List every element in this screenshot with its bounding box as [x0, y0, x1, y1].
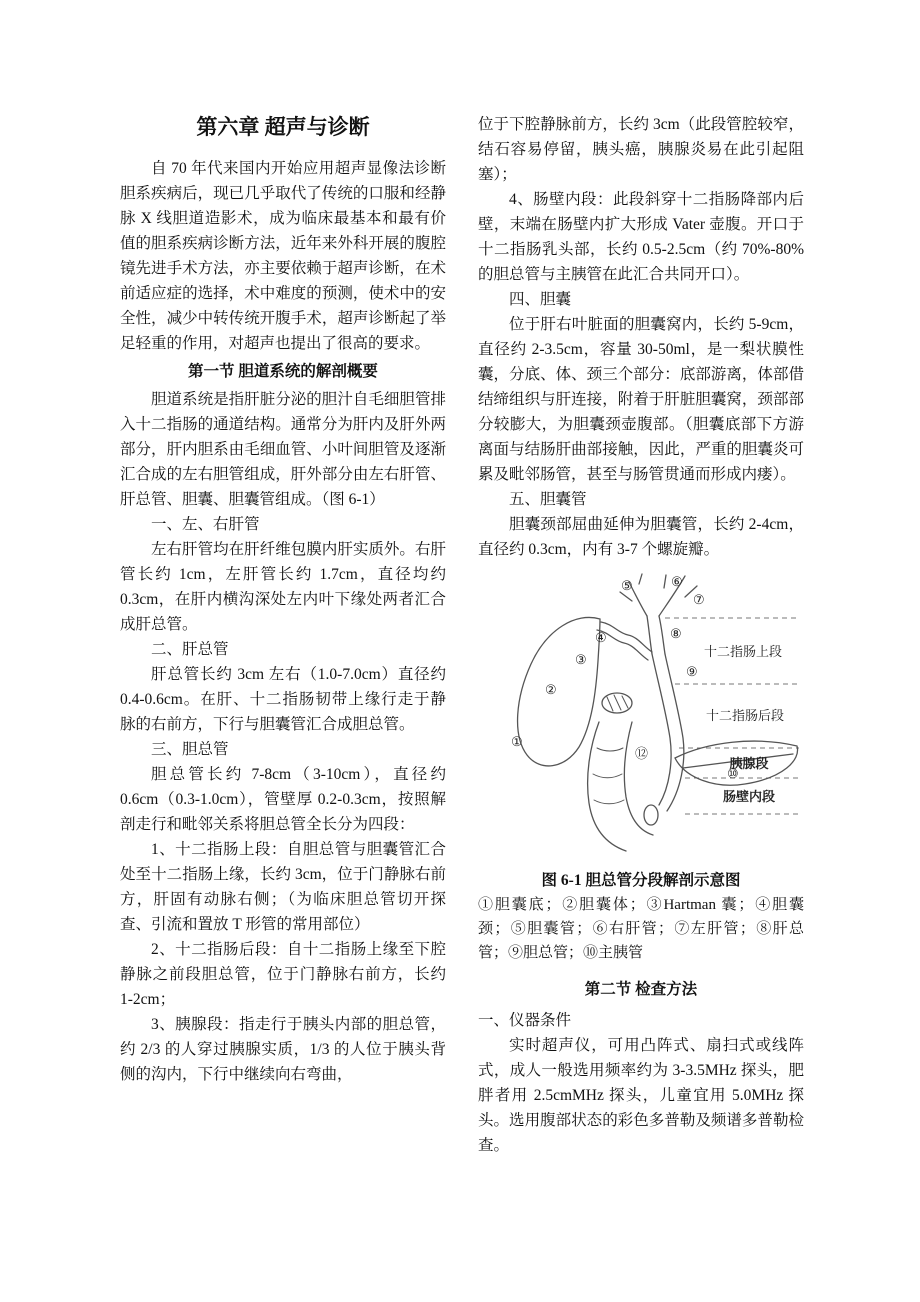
figure-legend: ①胆囊底；②胆囊体；③Hartman 囊；④胆囊颈；⑤胆囊管；⑥右肝管；⑦左肝管；⑧肝总管；⑨胆总管；⑩主胰管: [478, 897, 804, 961]
subheading-gallbladder: 四、胆囊: [509, 291, 572, 308]
label-intramural-segment: 肠壁内段: [722, 789, 776, 804]
bile-duct-diagram: [478, 572, 804, 864]
mark-fundus: ①: [511, 734, 523, 749]
label-retroduodenal-segment: 十二指肠后段: [705, 708, 785, 723]
paragraph-cystic-duct: 胆囊颈部屈曲延伸为胆囊管，长约 2-4cm，直径约 0.3cm，内有 3-7 个螺旋瓣。: [478, 516, 804, 558]
chapter-title: 第六章 超声与诊断: [196, 115, 370, 139]
subheading-cystic-duct: 五、胆囊管: [509, 491, 587, 508]
figure-number-marks: [511, 574, 739, 781]
label-pancreatic-segment: 胰腺段: [729, 756, 769, 771]
mark-common-hepatic-duct: ⑧: [670, 626, 682, 641]
mark-body: ②: [545, 682, 557, 697]
label-duodenal-superior-segment: 十二指肠上段: [703, 644, 783, 659]
subheading-common-hepatic-duct: 二、肝总管: [151, 641, 229, 658]
subheading-instrument-conditions: 一、仪器条件: [478, 1012, 572, 1029]
paragraph-overview: 胆道系统是指肝脏分泌的胆汁自毛细胆管排入十二指肠的通道结构。通常分为肝内及肝外两部分，肝内胆系由毛细血管、小叶间胆管及逐渐汇合成的左右胆管组成，肝外部分由左右肝管、肝总管、胆囊、胆囊管组成。（图 6-1）: [120, 391, 446, 508]
section-2-heading: 第二节 检查方法: [584, 981, 698, 998]
left-column: [120, 112, 446, 1158]
mark-common-bile-duct: ⑨: [686, 664, 698, 679]
mark-neck: ④: [595, 630, 607, 645]
mark-hartman-pouch: ③: [575, 652, 587, 667]
paragraph-hepatic-ducts: 左右肝管均在肝纤维包膜内肝实质外。右肝管长约 1cm，左肝管长约 1.7cm，直径均约 0.3cm，在肝内横沟深处左内叶下缘处两者汇合成肝总管。: [120, 541, 446, 633]
mark-12: ⑫: [635, 746, 649, 761]
paragraph-common-hepatic-duct: 肝总管长约 3cm 左右（1.0-7.0cm）直径约 0.4-0.6cm。在肝、十二指肠韧带上缘行走于静脉的右前方，下行与胆囊管汇合成胆总管。: [120, 666, 446, 733]
paragraph-gallbladder: 位于肝右叶脏面的胆囊窝内，长约 5-9cm，直径约 2-3.5cm，容量 30-50ml，是一梨状膜性囊，分底、体、颈三个部分：底部游离，体部借结缔组织与肝连接，附着于肝脏胆囊窝，颈部部分较膨大，为胆囊颈壶腹部。（胆囊底部下方游离面与结肠肝曲部接触，因此，严重的胆囊炎可累及毗邻肠管，甚至与肠管贯通而形成内瘘）。: [478, 316, 804, 483]
mark-right-hepatic-duct: ⑥: [671, 574, 683, 589]
paragraph-segment-3-continued: 位于下腔静脉前方，长约 3cm（此段管腔较窄，结石容易停留，胰头癌，胰腺炎易在此引起阻塞）；: [478, 116, 804, 183]
vater-papilla: [644, 805, 658, 825]
gallbladder-outline: [518, 617, 600, 765]
paragraph-intro: 自 70 年代来国内开始应用超声显像法诊断胆系疾病后，现已几乎取代了传统的口服和经静脉 X 线胆道造影术，成为临床最基本和最有价值的胆系疾病诊断方法，近年来外科开展的腹腔镜先进手术方法，亦主要依赖于超声诊断，在术前适应症的选择，术中难度的预测，使术中的安全性，减少中转传统开腹手术，超声诊断起了举足轻重的作用，对超声也提出了很高的要求。: [120, 160, 446, 352]
paragraph-segment-3: 3、胰腺段：指走行于胰头内部的胆总管，约 2/3 的人穿过胰腺实质，1/3 的人位于胰头背侧的沟内，下行中继续向右弯曲，: [120, 1016, 446, 1083]
subheading-common-bile-duct: 三、胆总管: [151, 741, 229, 758]
mark-left-hepatic-duct: ⑦: [693, 592, 705, 607]
paragraph-instrument-conditions: 实时超声仪，可用凸阵式、扇扫式或线阵式，成人一般选用频率约为 3-3.5MHz 探头，肥胖者用 2.5cmMHz 探头，儿童宜用 5.0MHz 探头。选用腹部状态的彩色多普勒及频谱多普勒检查。: [478, 1037, 804, 1154]
common-bile-duct: [652, 654, 684, 811]
right-column: [478, 112, 804, 1158]
paragraph-segment-2: 2、十二指肠后段：自十二指肠上缘至下腔静脉之前段胆总管，位于门静脉右前方，长约 1-2cm；: [120, 941, 446, 1008]
figure-6-1-anatomy-diagram: [478, 572, 804, 864]
common-hepatic-duct: [647, 616, 665, 654]
paragraph-segment-1: 1、十二指肠上段：自胆总管与胆囊管汇合处至十二指肠上缘，长约 3cm，位于门静脉右前方，肝固有动脉右侧；（为临床胆总管切开探查、引流和置放 T 形管的常用部位）: [120, 841, 446, 933]
duodenal-bulb: [602, 693, 632, 713]
duodenum: [588, 722, 653, 851]
mark-main-pancreatic-duct: ⑩: [727, 766, 739, 781]
segment-labels: [704, 644, 784, 804]
subheading-left-right-hepatic-duct: 一、左、右肝管: [151, 516, 260, 533]
two-column-layout: [120, 112, 804, 1158]
figure-caption: 图 6-1 胆总管分段解剖示意图: [541, 872, 741, 889]
paragraph-common-bile-duct: 胆总管长约 7-8cm（3-10cm），直径约 0.6cm（0.3-1.0cm），管壁厚 0.2-0.3cm，按照解剖走行和毗邻关系将胆总管全长分为四段：: [120, 766, 446, 833]
mark-cystic-duct: ⑤: [621, 578, 633, 593]
paragraph-segment-4: 4、肠壁内段：此段斜穿十二指肠降部内后壁，末端在肠壁内扩大形成 Vater 壶腹。开口于十二指肠乳头部，长约 0.5-2.5cm（约 70%-80%的胆总管与主胰管在此汇合共同开口）。: [478, 191, 804, 283]
section-1-heading: 第一节 胆道系统的解剖概要: [188, 363, 378, 380]
